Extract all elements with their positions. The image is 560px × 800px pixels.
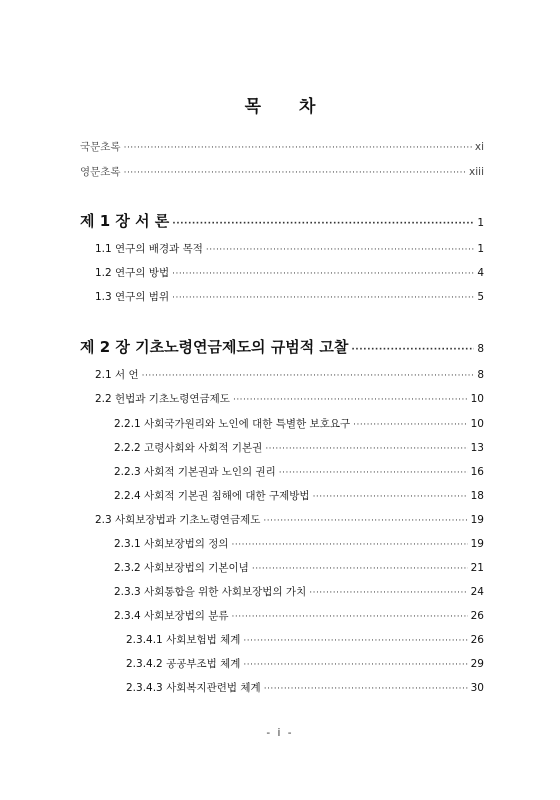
toc-entry-page: 16: [470, 466, 484, 478]
toc-entry-label: 국문초록: [80, 141, 121, 153]
toc-entry-page: 4: [477, 267, 484, 279]
leader-dots: [263, 516, 467, 526]
toc-entry-label: 2.2.1 사회국가원리와 노인에 대한 특별한 보호요구: [114, 418, 351, 430]
leader-dots: [172, 269, 474, 279]
toc-entry-2-3-3[interactable]: [114, 584, 484, 599]
toc-entry-label: 2.3.4.2 공공부조법 체계: [126, 658, 241, 670]
toc-entry-page: 13: [470, 442, 484, 454]
toc-entry-2-3-4-1[interactable]: [126, 632, 484, 647]
toc-entry-1-1[interactable]: [95, 241, 484, 256]
toc-entry-label: 영문초록: [80, 166, 121, 178]
toc-entry-label: 2.3.1 사회보장법의 정의: [114, 538, 229, 550]
chapter-page: 8: [477, 343, 484, 355]
toc-chapter-2[interactable]: [80, 336, 484, 357]
toc-entry-page: xiii: [469, 166, 484, 178]
leader-dots: [206, 245, 474, 255]
toc-entry-korean-abstract[interactable]: [80, 139, 484, 154]
leader-dots: [313, 492, 468, 502]
leader-dots: [264, 684, 468, 694]
leader-dots: [233, 395, 468, 405]
leader-dots: [309, 588, 467, 598]
toc-entry-2-2-3[interactable]: [114, 464, 484, 479]
toc-entry-page: 10: [470, 393, 484, 405]
toc-entry-label: 1.3 연구의 범위: [95, 291, 170, 303]
toc-entry-page: 21: [470, 562, 484, 574]
leader-dots: [252, 564, 468, 574]
toc-entry-page: 18: [470, 490, 484, 502]
toc-entry-label: 1.2 연구의 방법: [95, 267, 170, 279]
toc-entry-page: 26: [470, 634, 484, 646]
toc-entry-label: 2.3.4 사회보장법의 분류: [114, 610, 229, 622]
toc-entry-label: 2.3.4.1 사회보험법 체계: [126, 634, 241, 646]
leader-dots: [232, 540, 468, 550]
leader-dots: [353, 420, 468, 430]
leader-dots: [124, 143, 472, 153]
toc-entry-label: 2.3.3 사회통합을 위한 사회보장법의 가치: [114, 586, 307, 598]
leader-dots: [172, 293, 474, 303]
toc-entry-2-1[interactable]: [95, 367, 484, 382]
chapter-page: 1: [477, 217, 484, 229]
chapter-label: 제 2 장 기초노령연금제도의 규범적 고찰: [80, 338, 349, 356]
leader-dots: [124, 168, 466, 178]
toc-entry-page: 29: [470, 658, 484, 670]
toc-entry-page: 19: [470, 538, 484, 550]
toc-entry-page: 1: [477, 243, 484, 255]
leader-dots: [172, 219, 474, 229]
toc-entry-2-3-4-2[interactable]: [126, 656, 484, 671]
leader-dots: [232, 612, 468, 622]
toc-entry-label: 2.2.2 고령사회와 사회적 기본권: [114, 442, 263, 454]
toc-entry-label: 2.3.4.3 사회복지관련법 체계: [126, 682, 261, 694]
toc-entry-page: 24: [470, 586, 484, 598]
title-left: 목: [244, 97, 261, 117]
toc-entry-page: 10: [470, 418, 484, 430]
toc-entry-2-3-2[interactable]: [114, 560, 484, 575]
toc-entry-label: 2.2 헌법과 기초노령연금제도: [95, 393, 230, 405]
toc-entry-page: 19: [470, 514, 484, 526]
toc-entry-2-2-4[interactable]: [114, 488, 484, 503]
toc-entry-2-2[interactable]: [95, 391, 484, 406]
toc-entry-1-3[interactable]: [95, 289, 484, 304]
toc-entry-2-3[interactable]: [95, 512, 484, 527]
title-right: 차: [299, 97, 316, 117]
toc-entry-2-3-4[interactable]: [114, 608, 484, 623]
toc-entry-page: 5: [477, 291, 484, 303]
leader-dots: [142, 371, 475, 381]
toc-entry-page: xi: [474, 141, 484, 153]
toc-entry-label: 2.2.4 사회적 기본권 침해에 대한 구제방법: [114, 490, 310, 502]
leader-dots: [351, 345, 474, 355]
toc-entry-page: 8: [477, 369, 484, 381]
toc-entry-1-2[interactable]: [95, 265, 484, 280]
toc-entry-2-2-1[interactable]: [114, 416, 484, 431]
toc-entry-2-3-4-3[interactable]: [126, 680, 484, 695]
toc-entry-label: 1.1 연구의 배경과 목적: [95, 243, 203, 255]
toc-entry-english-abstract[interactable]: [80, 164, 484, 179]
toc-entry-label: 2.3 사회보장법과 기초노령연금제도: [95, 514, 261, 526]
toc-entry-label: 2.2.3 사회적 기본권과 노인의 권리: [114, 466, 276, 478]
leader-dots: [243, 660, 467, 670]
page-number-footer: - i -: [266, 727, 294, 739]
toc-chapter-1[interactable]: [80, 210, 484, 231]
toc-entry-page: 26: [470, 610, 484, 622]
chapter-label: 제 1 장 서 론: [80, 212, 170, 230]
leader-dots: [243, 636, 467, 646]
toc-entry-label: 2.1 서 언: [95, 369, 139, 381]
toc-entry-page: 30: [470, 682, 484, 694]
toc-entry-2-3-1[interactable]: [114, 536, 484, 551]
leader-dots: [265, 444, 467, 454]
leader-dots: [279, 468, 468, 478]
toc-entry-2-2-2[interactable]: [114, 440, 484, 455]
toc-entry-label: 2.3.2 사회보장법의 기본이념: [114, 562, 249, 574]
